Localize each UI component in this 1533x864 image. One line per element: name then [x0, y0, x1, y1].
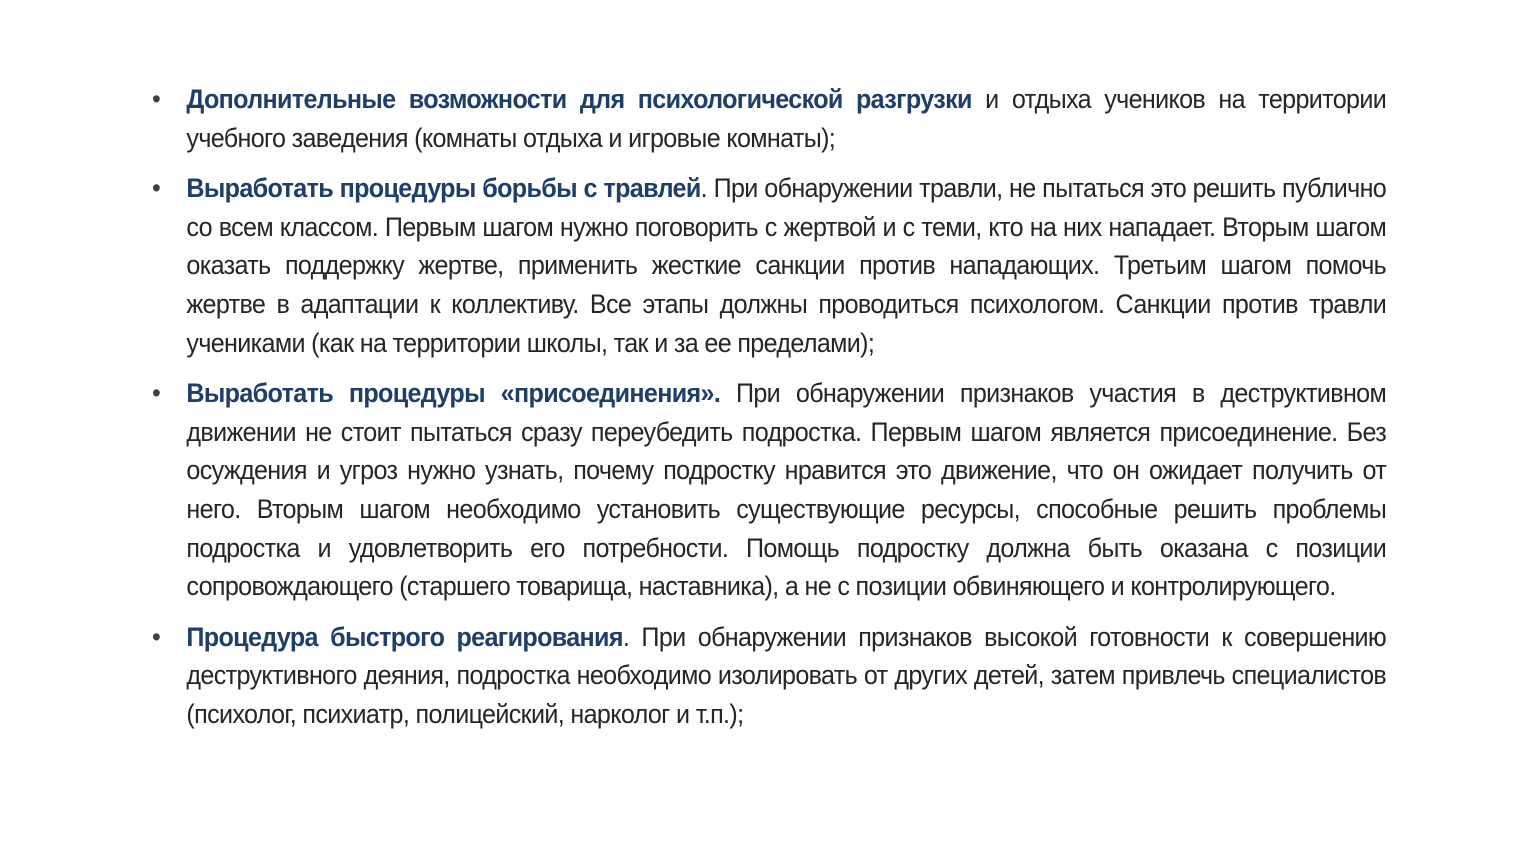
- bullet-item-bullying: [152, 169, 1386, 362]
- bullet-dot-icon: •: [152, 378, 161, 409]
- item-lead: Выработать процедуры «присоединения».: [186, 378, 721, 409]
- bullet-item-rapid-response: [152, 618, 1386, 734]
- item-text: . При обнаружении признаков высокой готовности к совершению деструктивного деяния, подростка необходимо изолировать от других детей, затем привлечь специалистов (психолог, психиатр, полицейский, нарколог и т.п.);: [186, 621, 1387, 729]
- item-lead: Дополнительные возможности для психологической разгрузки: [186, 84, 972, 114]
- bullet-dot-icon: •: [152, 173, 161, 204]
- bullet-item-joining: [152, 374, 1386, 606]
- bullet-dot-icon: •: [152, 84, 161, 114]
- item-text: При обнаружении признаков участия в деструктивном движении не стоит пытаться сразу переубедить подростка. Первым шагом является присоединение. Без осуждения и угроз нужно узнать, почему подростку нравится это движение, что он ожидает получить от него. Вторым шагом необходимо установить существующие ресурсы, способные решить проблемы подростка и удовлетворить его потребности. Помощь подростку должна быть оказана с позиции сопровождающего (старшего товарища, наставника), а не с позиции обвиняющего и контролирующего.: [186, 378, 1387, 602]
- item-text: и отдыха учеников на территории учебного заведения (комнаты отдыха и игровые комнаты);: [186, 84, 1387, 153]
- bullet-list: [152, 80, 1392, 746]
- item-text: . При обнаружении травли, не пытаться это решить публично со всем классом. Первым шагом нужно поговорить с жертвой и с теми, кто на них нападает. Вторым шагом оказать поддержку жертве, применить жесткие санкции против нападающих. Третьим шагом помочь жертве в адаптации к коллективу. Все этапы должны проводиться психологом. Санкции против травли учениками (как на территории школы, так и за ее пределами);: [186, 173, 1387, 358]
- item-lead: Выработать процедуры борьбы с травлей: [186, 173, 701, 204]
- item-lead: Процедура быстрого реагирования: [186, 621, 623, 652]
- bullet-dot-icon: •: [152, 621, 161, 652]
- bullet-item-relief: [152, 80, 1386, 157]
